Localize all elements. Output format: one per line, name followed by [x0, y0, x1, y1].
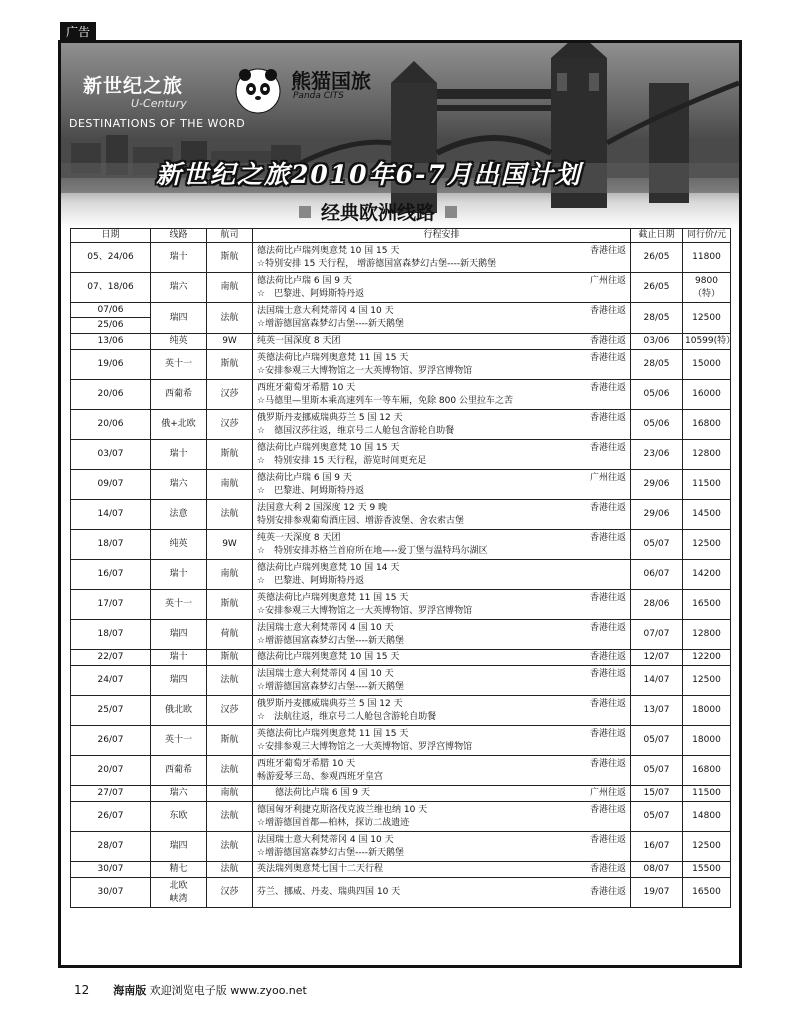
logo-main: 新世纪之旅 [83, 75, 184, 97]
itinerary-line [257, 532, 626, 545]
departure-city: 香港往返 [589, 622, 626, 633]
cell-airline: 荷航 [207, 620, 253, 650]
cell-price: 12800 [683, 620, 731, 650]
cell-date: 22/07 [71, 650, 151, 666]
cell-airline: 汉莎 [207, 696, 253, 726]
cell-date [71, 303, 151, 334]
cell-airline: 法航 [207, 666, 253, 696]
cell-price: 11500 [683, 786, 731, 802]
departure-city: 香港往返 [589, 698, 626, 709]
cell-airline: 法航 [207, 303, 253, 334]
table-row [71, 696, 731, 726]
cell-deadline: 05/06 [631, 410, 683, 440]
itinerary-line [257, 592, 626, 605]
cell-date-second: 25/06 [97, 320, 124, 330]
departure-city: 香港往返 [589, 352, 626, 363]
cell-route: 英十一 [151, 590, 207, 620]
cell-itinerary [253, 440, 631, 470]
itinerary-note: ☆ 巴黎进、阿姆斯特丹返 [257, 288, 365, 299]
cell-deadline: 12/07 [631, 650, 683, 666]
cell-price: 16800 [683, 410, 731, 440]
cell-itinerary [253, 334, 631, 350]
itinerary-line [257, 472, 626, 485]
cell-route: 瑞六 [151, 273, 207, 303]
cell-deadline: 29/06 [631, 500, 683, 530]
cell-deadline: 05/06 [631, 380, 683, 410]
cell-route: 瑞四 [151, 832, 207, 862]
footer [74, 982, 307, 998]
table-row [71, 862, 731, 878]
itinerary-line [257, 622, 626, 635]
cell-price: 9800（特） [683, 273, 731, 303]
cell-airline: 汉莎 [207, 878, 253, 908]
departure-city: 香港往返 [589, 336, 626, 346]
cell-date: 26/07 [71, 802, 151, 832]
itinerary-text: 法国意大利 2 国深度 12 天 9 晚 [257, 502, 388, 513]
departure-city: 香港往返 [589, 864, 626, 874]
table-row [71, 560, 731, 590]
departure-city: 香港往返 [589, 728, 626, 739]
cell-itinerary [253, 500, 631, 530]
cell-route: 精七 [151, 862, 207, 878]
itinerary-text: 德法荷比卢瑞列奥意梵 10 国 15 天 [257, 442, 400, 453]
itinerary-note: ☆增游德国富森梦幻古堡----新天鹅堡 [257, 847, 405, 858]
itinerary-note: ☆安排参观三大博物馆之一大英博物馆、罗浮宫博物馆 [257, 605, 473, 616]
cell-route: 瑞十 [151, 243, 207, 273]
itinerary-line [257, 787, 626, 800]
cell-date: 30/07 [71, 862, 151, 878]
itinerary-text: 英德法荷比卢瑞列奥意梵 11 国 15 天 [257, 728, 409, 739]
cell-price: 14500 [683, 500, 731, 530]
cell-price: 12500 [683, 303, 731, 334]
itinerary-line [257, 668, 626, 681]
itinerary-text: 德法荷比卢瑞 6 国 9 天 [257, 788, 370, 798]
cell-airline: 9W [207, 334, 253, 350]
cell-itinerary [253, 350, 631, 380]
cell-price: 12500 [683, 666, 731, 696]
cell-route: 瑞十 [151, 440, 207, 470]
headline: 新世纪之旅2010年6-7月出国计划 [156, 160, 582, 189]
edition-label: 海南版 [113, 984, 147, 997]
cell-price: 14200 [683, 560, 731, 590]
table-row [71, 650, 731, 666]
cell-airline: 斯航 [207, 650, 253, 666]
cell-route: 英十一 [151, 726, 207, 756]
cell-price: 12800 [683, 440, 731, 470]
cell-airline: 法航 [207, 862, 253, 878]
itinerary-text: 纯英一天深度 8 天团 [257, 532, 341, 543]
itinerary-text: 俄罗斯丹麦挪威瑞典芬兰 5 国 12 天 [257, 412, 403, 423]
table-row [71, 530, 731, 560]
itinerary-line [257, 728, 626, 741]
itinerary-line [257, 562, 626, 575]
table-row [71, 620, 731, 650]
advert-frame [58, 40, 742, 968]
cell-airline: 斯航 [207, 590, 253, 620]
departure-city: 广州往返 [589, 472, 626, 483]
departure-city: 香港往返 [589, 592, 626, 603]
cell-deadline: 15/07 [631, 786, 683, 802]
cell-route: 瑞四 [151, 666, 207, 696]
cell-deadline: 03/06 [631, 334, 683, 350]
itinerary-line [257, 412, 626, 425]
table-row [71, 273, 731, 303]
cell-airline: 南航 [207, 786, 253, 802]
cell-deadline: 14/07 [631, 666, 683, 696]
cell-itinerary [253, 410, 631, 440]
route-table-body [71, 243, 736, 908]
cell-date: 05、24/06 [71, 243, 151, 273]
itinerary-text: 德法荷比卢瑞列奥意梵 10 国 15 天 [257, 652, 400, 662]
cell-date: 14/07 [71, 500, 151, 530]
cell-date-first: 07/06 [71, 303, 150, 318]
cell-deadline: 16/07 [631, 832, 683, 862]
cell-deadline: 07/07 [631, 620, 683, 650]
itinerary-text: 德法荷比卢瑞 6 国 9 天 [257, 275, 352, 286]
cell-price: 12200 [683, 650, 731, 666]
banner [61, 43, 739, 228]
itinerary-line [257, 863, 626, 876]
cell-itinerary [253, 560, 631, 590]
cell-airline: 9W [207, 530, 253, 560]
header-itinerary: 行程安排 [253, 229, 631, 243]
square-bullet-icon [445, 206, 457, 218]
itinerary-line [257, 651, 626, 664]
itinerary-text: 英法瑞列奥意梵七国十二天行程 [257, 864, 384, 874]
cell-itinerary [253, 786, 631, 802]
itinerary-text: 英德法荷比卢瑞列奥意梵 11 国 15 天 [257, 592, 409, 603]
itinerary-line [257, 305, 626, 318]
itinerary-text: 德法荷比卢瑞 6 国 9 天 [257, 472, 352, 483]
cell-deadline: 28/05 [631, 303, 683, 334]
cell-airline: 南航 [207, 560, 253, 590]
itinerary-line [257, 502, 626, 515]
cell-deadline: 05/07 [631, 726, 683, 756]
cell-route: 瑞四 [151, 620, 207, 650]
itinerary-note: 畅游爱琴三岛、参观西班牙皇宫 [257, 771, 384, 782]
cell-price: 12500 [683, 530, 731, 560]
itinerary-note: ☆特别安排 15 天行程， 增游德国富森梦幻古堡----新天鹅堡 [257, 258, 497, 269]
cell-price: 10599(特） [683, 334, 731, 350]
cell-route: 东欧 [151, 802, 207, 832]
table-row [71, 878, 731, 908]
header-price: 同行价/元 [683, 229, 731, 243]
itinerary-text: 俄罗斯丹麦挪威瑞典芬兰 5 国 12 天 [257, 698, 403, 709]
itinerary-text: 德国匈牙利捷克斯洛伐克波兰维也纳 10 天 [257, 804, 428, 815]
cell-itinerary [253, 862, 631, 878]
cell-airline: 南航 [207, 273, 253, 303]
cell-route: 法意 [151, 500, 207, 530]
departure-city: 广州往返 [589, 275, 626, 286]
cell-route-line1: 北欧 [169, 880, 188, 891]
cell-itinerary [253, 243, 631, 273]
itinerary-text: 法国瑞士意大利梵蒂冈 4 国 10 天 [257, 622, 394, 633]
cell-price: 16500 [683, 878, 731, 908]
cell-date: 20/06 [71, 380, 151, 410]
itinerary-text: 德法荷比卢瑞列奥意梵 10 国 14 天 [257, 562, 400, 573]
itinerary-text: 德法荷比卢瑞列奥意梵 10 国 15 天 [257, 245, 400, 256]
cell-itinerary [253, 620, 631, 650]
cell-route: 西葡希 [151, 756, 207, 786]
departure-city: 香港往返 [589, 502, 626, 513]
cell-date: 17/07 [71, 590, 151, 620]
cell-route-line2: 峡湾 [169, 893, 188, 904]
cell-itinerary [253, 590, 631, 620]
departure-city: 香港往返 [589, 532, 626, 543]
cell-deadline: 26/05 [631, 273, 683, 303]
cell-deadline: 28/06 [631, 590, 683, 620]
cell-date: 13/06 [71, 334, 151, 350]
header-airline: 航司 [207, 229, 253, 243]
cell-itinerary [253, 273, 631, 303]
departure-city: 广州往返 [589, 788, 626, 798]
departure-city: 香港往返 [589, 834, 626, 845]
itinerary-note: ☆ 巴黎进、阿姆斯特丹返 [257, 575, 365, 586]
cell-itinerary [253, 726, 631, 756]
header-date: 日期 [71, 229, 151, 243]
itinerary-line [257, 335, 626, 348]
panda-logo-icon [233, 65, 283, 115]
itinerary-note: ☆增游德国富森梦幻古堡----新天鹅堡 [257, 635, 405, 646]
cell-date: 20/07 [71, 756, 151, 786]
cell-itinerary [253, 470, 631, 500]
cell-route: 瑞六 [151, 786, 207, 802]
cell-date: 16/07 [71, 560, 151, 590]
cell-date: 30/07 [71, 878, 151, 908]
table-row [71, 380, 731, 410]
cell-deadline: 06/07 [631, 560, 683, 590]
cell-price: 15000 [683, 350, 731, 380]
cell-deadline: 13/07 [631, 696, 683, 726]
cell-price: 16000 [683, 380, 731, 410]
itinerary-text: 英德法荷比卢瑞列奥意梵 11 国 15 天 [257, 352, 409, 363]
cell-airline: 汉莎 [207, 380, 253, 410]
cell-route: 瑞四 [151, 303, 207, 334]
itinerary-line [257, 834, 626, 847]
cell-deadline: 26/05 [631, 243, 683, 273]
cell-airline: 斯航 [207, 726, 253, 756]
departure-city: 香港往返 [589, 245, 626, 256]
departure-city: 香港往返 [589, 652, 626, 662]
itinerary-text: 纯英一国深度 8 天团 [257, 336, 341, 346]
cell-price: 16800 [683, 756, 731, 786]
itinerary-note: ☆增游德国富森梦幻古堡----新天鹅堡 [257, 319, 405, 329]
table-row [71, 334, 731, 350]
departure-city: 香港往返 [589, 758, 626, 769]
table-header-row [71, 229, 731, 243]
cell-deadline: 19/07 [631, 878, 683, 908]
itinerary-line [257, 758, 626, 771]
ad-tag: 广告 [60, 22, 96, 42]
cell-airline: 汉莎 [207, 410, 253, 440]
table-row [71, 410, 731, 440]
itinerary-line [257, 886, 626, 899]
cell-airline: 南航 [207, 470, 253, 500]
cell-airline: 斯航 [207, 243, 253, 273]
cell-date: 24/07 [71, 666, 151, 696]
partner-name: 熊猫国旅 [291, 69, 371, 93]
cell-price: 15500 [683, 862, 731, 878]
cell-date: 28/07 [71, 832, 151, 862]
table-row [71, 243, 731, 273]
cell-route: 瑞六 [151, 470, 207, 500]
table-row [71, 303, 731, 334]
departure-city: 香港往返 [589, 306, 626, 316]
cell-date: 03/07 [71, 440, 151, 470]
cell-route: 纯英 [151, 334, 207, 350]
cell-date: 18/07 [71, 530, 151, 560]
cell-route [151, 878, 207, 908]
cell-route: 俄北欧 [151, 696, 207, 726]
cell-price: 18000 [683, 696, 731, 726]
departure-city: 香港往返 [589, 382, 626, 393]
itinerary-text: 法国瑞士意大利梵蒂冈 4 国 10 天 [257, 306, 394, 316]
table-row [71, 666, 731, 696]
itinerary-note: 特别安排参观葡萄酒庄园、增游香波堡、舍农索古堡 [257, 515, 465, 526]
cell-date: 07、18/06 [71, 273, 151, 303]
cell-route: 瑞十 [151, 650, 207, 666]
cell-price: 11500 [683, 470, 731, 500]
table-row [71, 590, 731, 620]
cell-date: 27/07 [71, 786, 151, 802]
table-row [71, 756, 731, 786]
itinerary-note: ☆ 法航往返，维京号二人舱包含游轮自助餐 [257, 711, 437, 722]
header-deadline: 截止日期 [631, 229, 683, 243]
table-row [71, 832, 731, 862]
cell-itinerary [253, 696, 631, 726]
itinerary-line [257, 352, 626, 365]
table-row [71, 350, 731, 380]
cell-airline: 法航 [207, 756, 253, 786]
cell-price: 16500 [683, 590, 731, 620]
cell-airline: 法航 [207, 500, 253, 530]
itinerary-note: ☆增游德国首都—柏林，探访二战遗迹 [257, 817, 410, 828]
cell-price: 11800 [683, 243, 731, 273]
itinerary-text: 法国瑞士意大利梵蒂冈 4 国 10 天 [257, 668, 394, 679]
cell-price: 12500 [683, 832, 731, 862]
itinerary-text: 西班牙葡萄牙希腊 10 天 [257, 382, 356, 393]
cell-date: 26/07 [71, 726, 151, 756]
cell-itinerary [253, 303, 631, 334]
cell-date: 09/07 [71, 470, 151, 500]
partner-en: Panda CITS [293, 91, 344, 101]
table-row [71, 440, 731, 470]
itinerary-line [257, 275, 626, 288]
departure-city: 香港往返 [589, 412, 626, 423]
cell-deadline: 05/07 [631, 530, 683, 560]
header-route: 线路 [151, 229, 207, 243]
cell-itinerary [253, 832, 631, 862]
itinerary-text: 芬兰、挪威、丹麦、瑞典四国 10 天 [257, 887, 401, 897]
cell-itinerary [253, 380, 631, 410]
cell-itinerary [253, 878, 631, 908]
cell-deadline: 28/05 [631, 350, 683, 380]
itinerary-note: ☆ 德国汉莎往返，维京号二人舱包含游轮自助餐 [257, 425, 455, 436]
table-row [71, 802, 731, 832]
departure-city: 香港往返 [589, 887, 626, 897]
cell-airline: 斯航 [207, 440, 253, 470]
cell-date: 19/06 [71, 350, 151, 380]
cell-route: 俄+北欧 [151, 410, 207, 440]
itinerary-line [257, 698, 626, 711]
logo-sub: U-Century [131, 97, 187, 110]
section-title-text: 经典欧洲线路 [321, 202, 436, 224]
itinerary-note: ☆增游德国富森梦幻古堡----新天鹅堡 [257, 681, 405, 692]
itinerary-note: ☆安排参观三大博物馆之一大英博物馆、罗浮宫博物馆 [257, 365, 473, 376]
square-bullet-icon [299, 206, 311, 218]
logo-tagline: DESTINATIONS OF THE WORD [69, 117, 246, 130]
cell-route: 西葡希 [151, 380, 207, 410]
departure-city: 香港往返 [589, 442, 626, 453]
itinerary-text: 西班牙葡萄牙希腊 10 天 [257, 758, 356, 769]
section-title [299, 198, 457, 225]
cell-itinerary [253, 756, 631, 786]
itinerary-note: ☆马德里—里斯本乘高速列车一等车厢，免除 800 公里拉车之苦 [257, 395, 513, 406]
cell-route: 瑞十 [151, 560, 207, 590]
cell-price: 14800 [683, 802, 731, 832]
itinerary-line [257, 245, 626, 258]
itinerary-note: ☆ 特别安排 15 天行程，游览时间更充足 [257, 455, 427, 466]
cell-date: 20/06 [71, 410, 151, 440]
cell-airline: 法航 [207, 832, 253, 862]
cell-deadline: 05/07 [631, 802, 683, 832]
table-row [71, 786, 731, 802]
cell-date: 18/07 [71, 620, 151, 650]
itinerary-note: ☆ 特别安排苏格兰首府所在地—--爱丁堡与温特玛尔湖区 [257, 545, 488, 556]
cell-itinerary [253, 650, 631, 666]
route-table [70, 228, 736, 908]
itinerary-text: 法国瑞士意大利梵蒂冈 4 国 10 天 [257, 834, 394, 845]
cell-itinerary [253, 666, 631, 696]
cell-deadline: 29/06 [631, 470, 683, 500]
cell-route: 纯英 [151, 530, 207, 560]
cell-itinerary [253, 802, 631, 832]
cell-route: 英十一 [151, 350, 207, 380]
page-number: 12 [74, 983, 90, 997]
table-row [71, 726, 731, 756]
cell-itinerary [253, 530, 631, 560]
itinerary-note: ☆ 巴黎进、阿姆斯特丹返 [257, 485, 365, 496]
cell-airline: 法航 [207, 802, 253, 832]
departure-city: 香港往返 [589, 804, 626, 815]
departure-city: 香港往返 [589, 668, 626, 679]
cell-deadline: 23/06 [631, 440, 683, 470]
table-row [71, 470, 731, 500]
cell-price: 18000 [683, 726, 731, 756]
itinerary-line [257, 804, 626, 817]
footer-text: 欢迎浏览电子版 www.zyoo.net [149, 984, 307, 997]
cell-deadline: 05/07 [631, 756, 683, 786]
cell-deadline: 08/07 [631, 862, 683, 878]
cell-airline: 斯航 [207, 350, 253, 380]
itinerary-line [257, 442, 626, 455]
itinerary-note: ☆安排参观三大博物馆之一大英博物馆、罗浮宫博物馆 [257, 741, 473, 752]
itinerary-line [257, 382, 626, 395]
table-row [71, 500, 731, 530]
cell-date: 25/07 [71, 696, 151, 726]
